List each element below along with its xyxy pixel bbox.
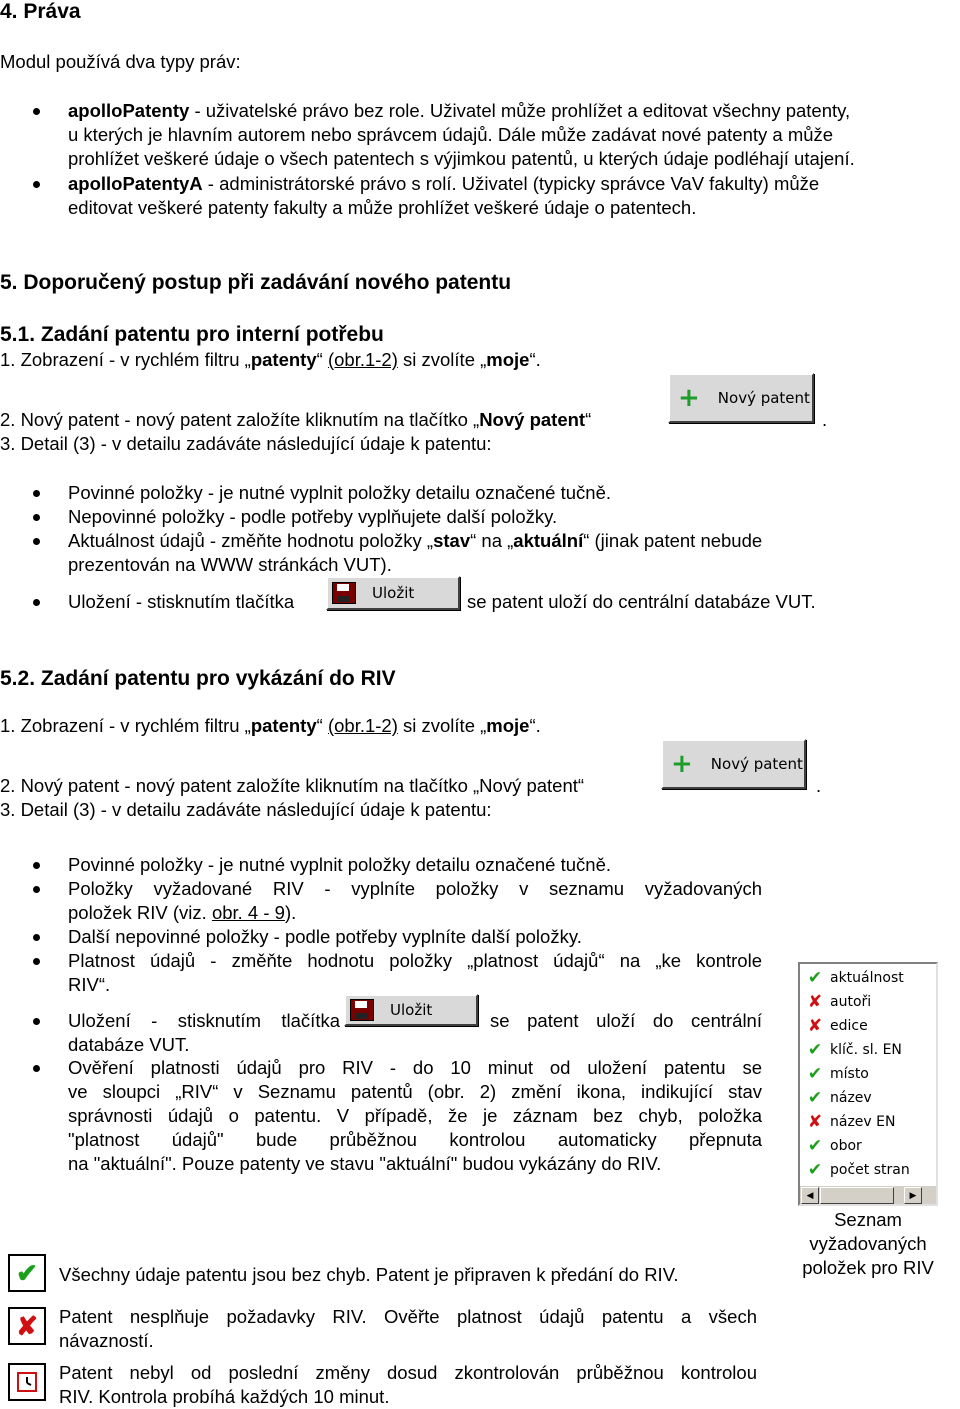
legend-ok-text: Všechny údaje patentu jsou bez chyb. Patent je připraven k předání do RIV.: [59, 1264, 679, 1285]
list-item[interactable]: ✔ název: [807, 1088, 872, 1108]
step-3-detail: 3. Detail (3) - v detailu zadáváte následující údaje k patentu:: [0, 799, 492, 820]
check-icon: ✔: [807, 1040, 823, 1060]
check-icon: ✔: [807, 1088, 823, 1108]
section-4-title: 4. Práva: [0, 0, 81, 23]
step-2-new-patent: 2. Nový patent - nový patent založíte kliknutím na tlačítko „Nový patent“: [0, 775, 585, 796]
save-button[interactable]: Uložit: [326, 576, 460, 610]
check-icon: ✔: [807, 1160, 823, 1180]
list-item: Povinné položky - je nutné vyplnit položky detailu označené tučně.: [68, 482, 612, 503]
section-4-intro: Modul používá dva typy práv:: [0, 51, 241, 72]
list-item: Uložení - stisknutím tlačítka: [68, 591, 295, 612]
list-item[interactable]: ✔ aktuálnost: [807, 968, 904, 988]
list-item-text: položek RIV (viz. obr. 4 - 9).: [68, 902, 297, 923]
list-item: Platnost údajů - změňte hodnotu položky „platnost údajů“ na „ke kontrole: [68, 950, 762, 971]
check-icon: ✔: [807, 1064, 823, 1084]
step-1-display: 1. Zobrazení - v rychlém filtru „patenty“ (obr.1-2) si zvolíte „moje“.: [0, 715, 541, 736]
section-5-1-title: 5.1. Zadání patentu pro interní potřebu: [0, 323, 384, 346]
list-item[interactable]: ✔ místo: [807, 1064, 869, 1084]
check-icon: ✔: [8, 1254, 46, 1292]
horizontal-scrollbar[interactable]: [800, 1185, 936, 1204]
rights-item-apollopatenty: apolloPatenty - uživatelské právo bez role. Uživatel může prohlížet a editovat všechny patenty,: [68, 100, 851, 121]
legend-pending-text: Patent nebyl od poslední změny dosud zkontrolován průběžnou kontrolou: [59, 1362, 757, 1383]
list-item-text: prezentován na WWW stránkách VUT).: [68, 554, 392, 575]
list-item[interactable]: ✘ edice: [807, 1016, 868, 1036]
bullet: [33, 934, 40, 941]
bullet: [33, 1018, 40, 1025]
new-patent-button[interactable]: + Nový patent: [661, 739, 806, 789]
list-item[interactable]: ✘ název EN: [807, 1112, 896, 1132]
check-icon: ✔: [807, 968, 823, 988]
step-2-period: .: [822, 409, 828, 430]
list-item-text: databáze VUT.: [68, 1034, 190, 1055]
scroll-left-icon[interactable]: ◀: [801, 1187, 819, 1204]
step-1-display: 1. Zobrazení - v rychlém filtru „patenty“ (obr.1-2) si zvolíte „moje“.: [0, 349, 541, 370]
bullet: [33, 514, 40, 521]
list-item: Další nepovinné položky - podle potřeby vyplníte další položky.: [68, 926, 582, 947]
cross-icon: ✘: [807, 1016, 823, 1036]
figure-link[interactable]: (obr.1-2): [327, 349, 398, 370]
legend-bad-text: Patent nesplňuje požadavky RIV. Ověřte platnost údajů patentu a všech: [59, 1306, 757, 1327]
list-item: Položky vyžadované RIV - vyplníte položky v seznamu vyžadovaných: [68, 878, 762, 899]
list-item: Ověření platnosti údajů pro RIV - do 10 minut od uložení patentu se: [68, 1057, 762, 1078]
list-item-text: RIV“.: [68, 974, 111, 995]
plus-icon: +: [678, 383, 700, 413]
save-button[interactable]: Uložit: [344, 994, 478, 1026]
cross-icon: ✘: [8, 1307, 46, 1345]
scroll-right-icon[interactable]: ▶: [904, 1187, 922, 1204]
list-item[interactable]: ✘ autoři: [807, 992, 872, 1012]
figure-link[interactable]: obr. 4 - 9: [211, 902, 285, 923]
list-item: Uložení - stisknutím tlačítka: [68, 1010, 340, 1031]
plus-icon: +: [671, 749, 693, 779]
riv-list-caption: Seznam vyžadovaných položek pro RIV: [802, 1209, 934, 1278]
bullet: [33, 108, 40, 115]
list-item-text: na "aktuální". Pouze patenty ve stavu "aktuální" budou vykázány do RIV.: [68, 1153, 662, 1174]
list-item-text: se patent uloží do centrální databáze VUT.: [467, 591, 816, 612]
list-item[interactable]: ✔ klíč. sl. EN: [807, 1040, 902, 1060]
bullet: [33, 490, 40, 497]
floppy-disk-icon: [350, 999, 374, 1021]
list-item: Povinné položky - je nutné vyplnit položky detailu označené tučně.: [68, 854, 612, 875]
floppy-disk-icon: [332, 582, 356, 604]
rights-item-apollopatentya: apolloPatentyA - administrátorské právo s rolí. Uživatel (typicky správce VaV fakulty) může: [68, 173, 820, 194]
clock-document-icon: [15, 1370, 39, 1394]
bullet: [33, 1065, 40, 1072]
step-2-new-patent: 2. Nový patent - nový patent založíte kliknutím na tlačítko „Nový patent“: [0, 409, 592, 430]
legend-bad-text: návazností.: [59, 1330, 154, 1351]
list-item-text: správnosti údajů o patentu. V případě, že je záznam bez chyb, položka: [68, 1105, 762, 1126]
list-item-text: ve sloupci „RIV“ v Seznamu patentů (obr. 2) změní ikona, indikující stav: [68, 1081, 762, 1102]
pending-check-icon: [8, 1363, 46, 1401]
list-item-text: se patent uloží do centrální: [490, 1010, 762, 1031]
list-item: Aktuálnost údajů - změňte hodnotu položky „stav“ na „aktuální“ (jinak patent nebude: [68, 530, 763, 551]
cross-icon: ✘: [807, 1112, 823, 1132]
list-item: Nepovinné položky - podle potřeby vyplňujete další položky.: [68, 506, 558, 527]
list-item-text: "platnost údajů" bude průběžnou kontrolou automaticky přepnuta: [68, 1129, 762, 1150]
section-5-2-title: 5.2. Zadání patentu pro vykázání do RIV: [0, 667, 396, 690]
bullet: [33, 599, 40, 606]
bullet: [33, 958, 40, 965]
rights-item-text: editovat veškeré patenty fakulty a může prohlížet veškeré údaje o patentech.: [68, 197, 697, 218]
bullet: [33, 886, 40, 893]
list-item[interactable]: ✔ obor: [807, 1136, 862, 1156]
rights-item-text: prohlížet veškeré údaje o všech patentech s výjimkou patentů, u kterých údaje podléhají utajení.: [68, 148, 855, 169]
legend-pending-text: RIV. Kontrola probíhá každých 10 minut.: [59, 1386, 390, 1407]
step-3-detail: 3. Detail (3) - v detailu zadáváte následující údaje k patentu:: [0, 433, 492, 454]
step-2-period: .: [816, 775, 822, 796]
riv-required-items-list[interactable]: [798, 962, 938, 1206]
rights-item-text: u kterých je hlavním autorem nebo správcem údajů. Dále může zadávat nové patenty a může: [68, 124, 834, 145]
bullet: [33, 862, 40, 869]
bullet: [33, 538, 40, 545]
section-5-title: 5. Doporučený postup při zadávání nového patentu: [0, 271, 512, 294]
check-icon: ✔: [807, 1136, 823, 1156]
new-patent-button[interactable]: + Nový patent: [668, 373, 814, 423]
figure-link[interactable]: (obr.1-2): [327, 715, 398, 736]
cross-icon: ✘: [807, 992, 823, 1012]
list-item[interactable]: ✔ počet stran: [807, 1160, 910, 1180]
bullet: [33, 181, 40, 188]
scroll-thumb[interactable]: [820, 1187, 894, 1204]
